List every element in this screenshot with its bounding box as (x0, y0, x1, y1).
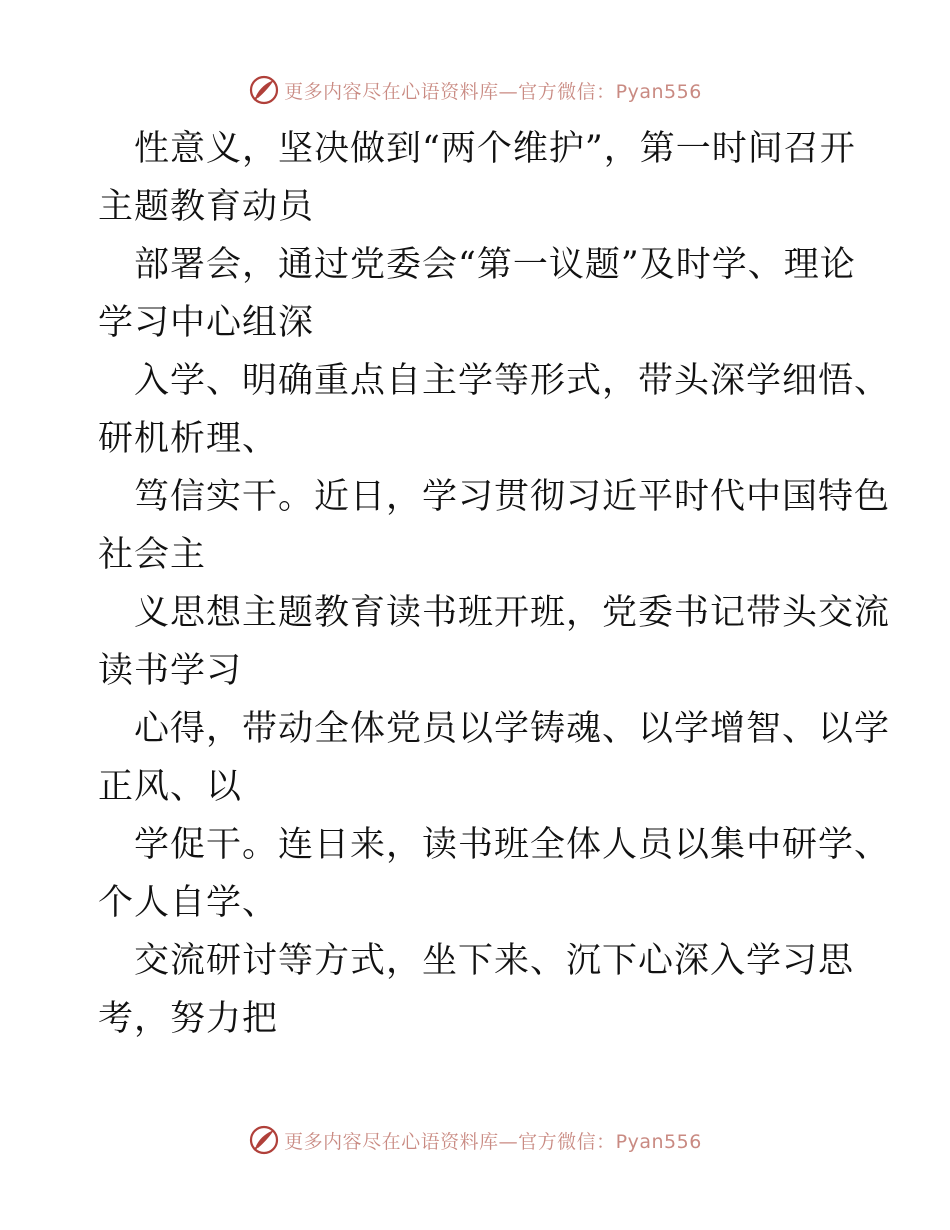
footer-banner-content (248, 1124, 702, 1156)
quill-pen-logo-icon (248, 1124, 280, 1156)
body-line: 入学、明确重点自主学等形式，带头深学细悟、 (134, 361, 891, 401)
header-banner (0, 70, 950, 110)
body-line: 义思想主题教育读书班开班，党委书记带头交流 (134, 593, 891, 633)
header-wechat-id: Pyan556 (615, 80, 702, 103)
body-line: 研机析理、 (98, 419, 279, 459)
quill-pen-logo-icon (248, 74, 280, 106)
body-line: 性意义，坚决做到“两个维护”，第一时间召开 (134, 129, 856, 169)
document-body (98, 120, 891, 1048)
body-line: 交流研讨等方式，坐下来、沉下心深入学习思 (134, 941, 855, 981)
footer-banner (0, 1120, 950, 1160)
footer-banner-text: 更多内容尽在心语资料库—官方微信：Pyan556 (284, 1130, 702, 1153)
body-line: 读书学习 (98, 651, 243, 691)
body-line: 主题教育动员 (98, 187, 315, 227)
footer-wechat-id: Pyan556 (615, 1130, 702, 1153)
body-line: 心得，带动全体党员以学铸魂、以学增智、以学 (134, 709, 891, 749)
header-banner-content (248, 74, 702, 106)
body-line: 个人自学、 (98, 883, 279, 923)
header-banner-text: 更多内容尽在心语资料库—官方微信：Pyan556 (284, 80, 702, 103)
body-line: 考，努力把 (98, 999, 279, 1039)
body-line: 学促干。连日来，读书班全体人员以集中研学、 (134, 825, 891, 865)
body-line: 部署会，通过党委会“第一议题”及时学、理论 (134, 245, 856, 285)
body-line: 正风、以 (98, 767, 243, 807)
body-line: 学习中心组深 (98, 303, 315, 343)
body-line: 社会主 (98, 535, 207, 575)
body-line: 笃信实干。近日，学习贯彻习近平时代中国特色 (134, 477, 891, 517)
